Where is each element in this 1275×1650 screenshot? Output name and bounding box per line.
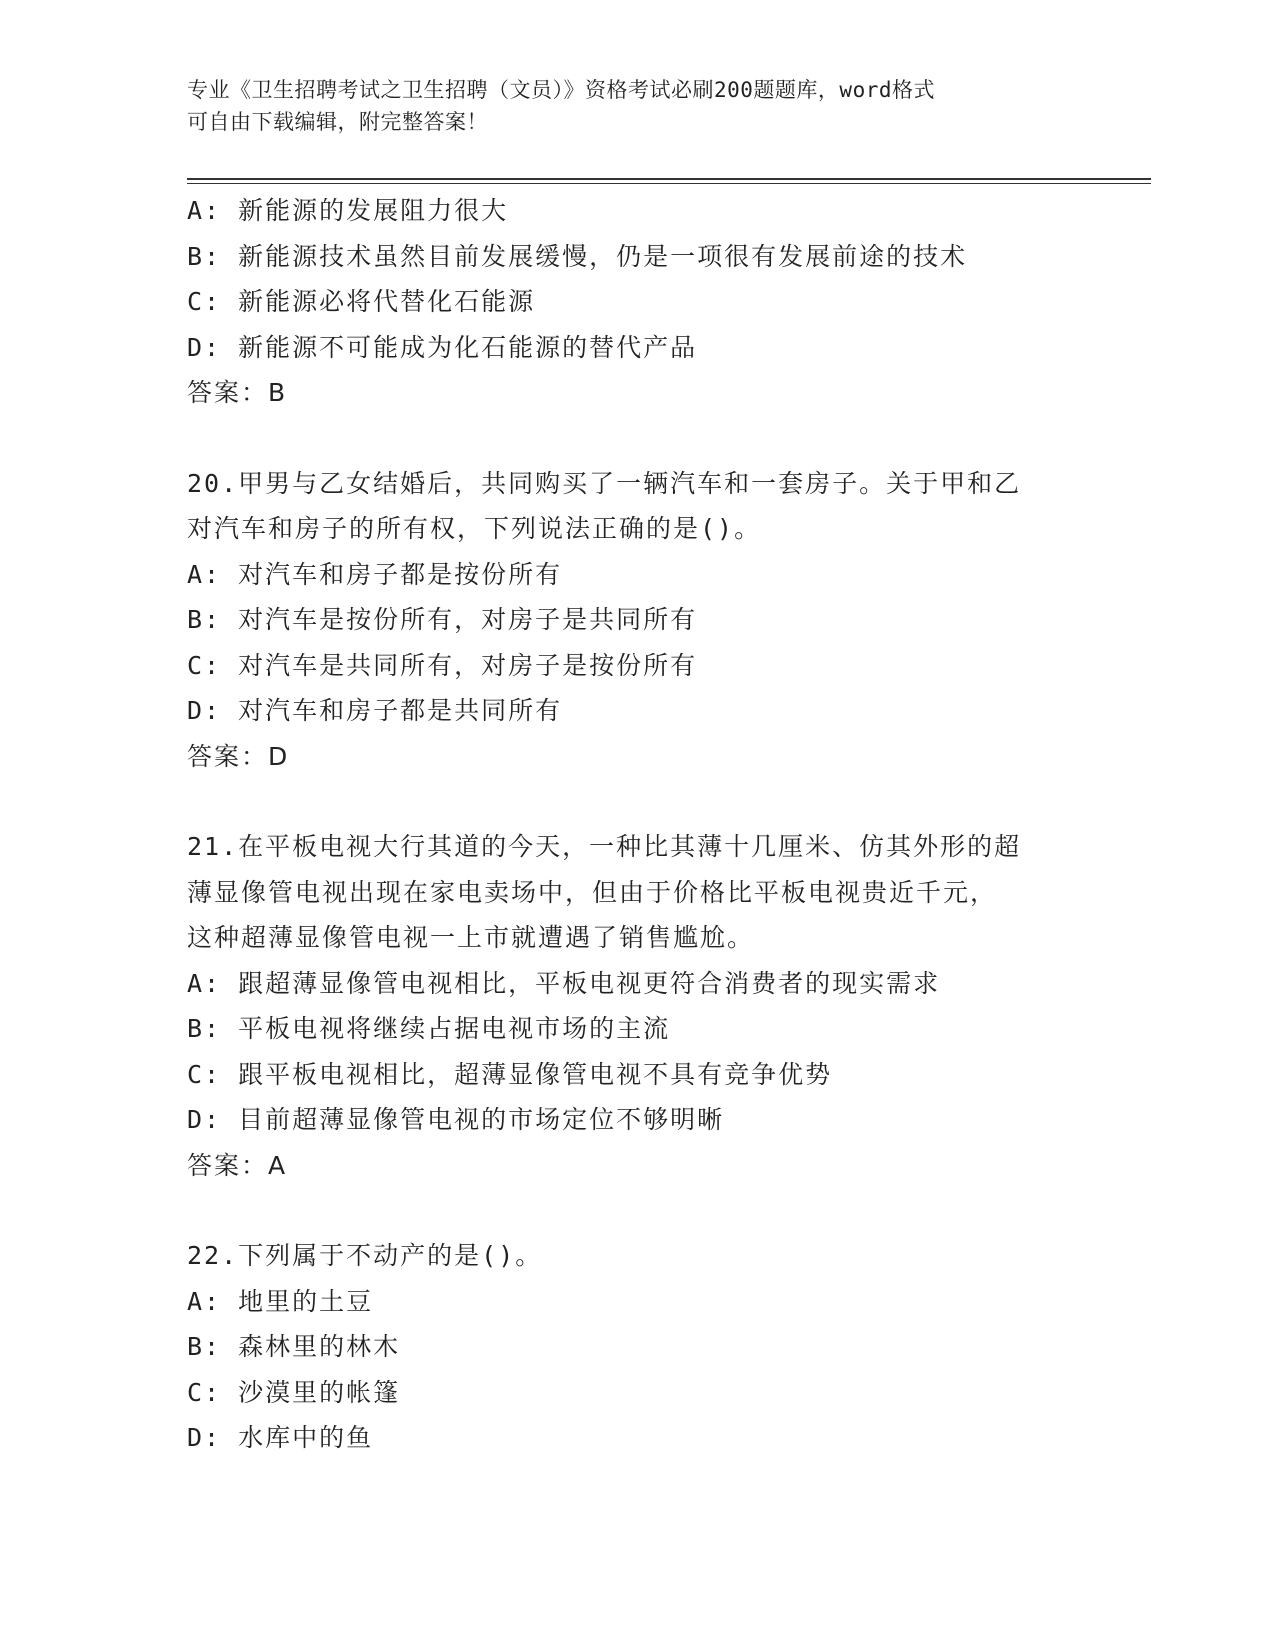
option-d: D: 对汽车和房子都是共同所有 xyxy=(187,696,563,725)
question-list xyxy=(187,188,1087,1461)
question-20 xyxy=(187,461,1087,780)
question-spacer xyxy=(187,416,1087,461)
question-stem-line: 这种超薄显像管电视一上市就遭遇了销售尴尬。 xyxy=(187,923,755,952)
document-header xyxy=(187,74,1087,138)
question-stem-line: 20.甲男与乙女结婚后，共同购买了一辆汽车和一套房子。关于甲和乙 xyxy=(187,468,1022,498)
option-b: B: 平板电视将继续占据电视市场的主流 xyxy=(187,1014,671,1043)
answer-line: 答案：B xyxy=(187,378,288,407)
option-d: D: 水库中的鱼 xyxy=(187,1423,374,1452)
option-a: A: 地里的土豆 xyxy=(187,1286,374,1316)
option-c: C: 沙漠里的帐篷 xyxy=(187,1377,401,1407)
question-spacer xyxy=(187,1188,1087,1233)
option-b: B: 对汽车是按份所有，对房子是共同所有 xyxy=(187,605,698,634)
header-divider-thick xyxy=(187,178,1151,180)
question-21 xyxy=(187,824,1087,1188)
option-b: B: 新能源技术虽然目前发展缓慢，仍是一项很有发展前途的技术 xyxy=(187,241,968,271)
question-19 xyxy=(187,188,1087,416)
answer-line: 答案：A xyxy=(187,1150,288,1180)
option-b: B: 森林里的林木 xyxy=(187,1332,401,1361)
option-c: C: 新能源必将代替化石能源 xyxy=(187,287,536,316)
option-c: C: 对汽车是共同所有，对房子是按份所有 xyxy=(187,650,698,680)
question-stem-line: 22.下列属于不动产的是()。 xyxy=(187,1241,543,1270)
header-line-1: 专业《卫生招聘考试之卫生招聘（文员）》资格考试必刷200题题库，word格式 xyxy=(187,78,935,102)
option-a: A: 跟超薄显像管电视相比，平板电视更符合消费者的现实需求 xyxy=(187,968,941,998)
option-d: D: 新能源不可能成为化石能源的替代产品 xyxy=(187,332,698,362)
option-d: D: 目前超薄显像管电视的市场定位不够明晰 xyxy=(187,1105,725,1134)
question-22 xyxy=(187,1233,1087,1461)
question-stem-line: 21.在平板电视大行其道的今天，一种比其薄十几厘米、仿其外形的超 xyxy=(187,832,1022,861)
question-spacer xyxy=(187,779,1087,824)
header-divider-thin xyxy=(187,183,1151,184)
header-line-2: 可自由下载编辑，附完整答案！ xyxy=(187,110,488,134)
option-a: A: 对汽车和房子都是按份所有 xyxy=(187,559,563,589)
option-c: C: 跟平板电视相比，超薄显像管电视不具有竞争优势 xyxy=(187,1059,833,1089)
option-a: A: 新能源的发展阻力很大 xyxy=(187,196,509,225)
question-stem-line: 薄显像管电视出现在家电卖场中，但由于价格比平板电视贵近千元， xyxy=(187,877,998,907)
question-stem-line: 对汽车和房子的所有权，下列说法正确的是()。 xyxy=(187,514,762,543)
answer-line: 答案：D xyxy=(187,741,290,771)
